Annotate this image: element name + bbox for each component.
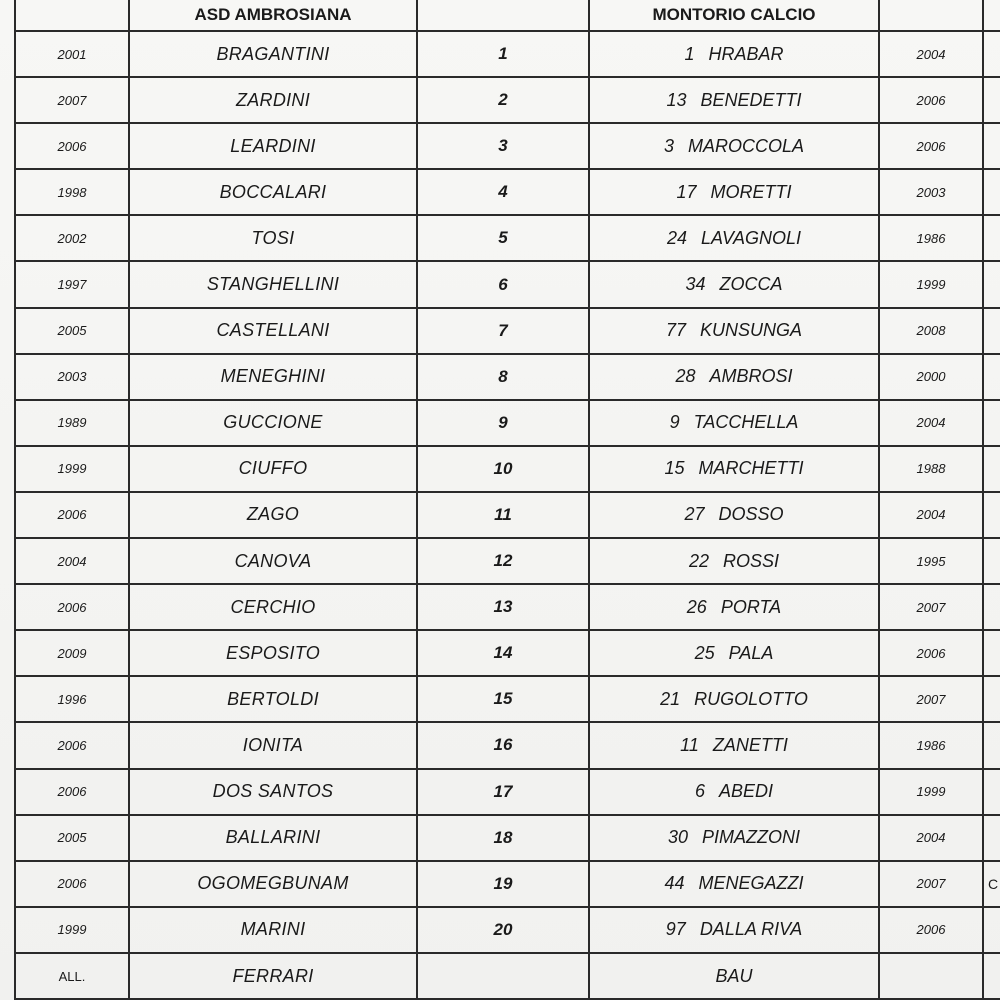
away-jersey-number: 26 bbox=[686, 596, 707, 617]
home-player-name: CASTELLANI bbox=[129, 308, 417, 354]
home-player-name: ZARDINI bbox=[129, 77, 417, 123]
away-coach-name: BAU bbox=[589, 953, 879, 999]
home-player-name: LEARDINI bbox=[129, 123, 417, 169]
away-player bbox=[589, 769, 879, 815]
edge-mark bbox=[983, 815, 1000, 861]
home-player-name: IONITA bbox=[129, 722, 417, 768]
away-jersey-number: 1 bbox=[684, 43, 695, 64]
home-team-title: ASD AMBROSIANA bbox=[129, 0, 417, 31]
home-birth-year: 2009 bbox=[15, 630, 129, 676]
player-row bbox=[15, 769, 1000, 815]
player-row bbox=[15, 308, 1000, 354]
edge-mark bbox=[983, 492, 1000, 538]
away-player-name: ABEDI bbox=[718, 781, 774, 802]
edge-mark bbox=[983, 676, 1000, 722]
away-player-name: MENEGAZZI bbox=[698, 873, 804, 894]
shirt-number: 1 bbox=[417, 31, 589, 77]
away-player bbox=[589, 400, 879, 446]
edge-mark bbox=[983, 169, 1000, 215]
home-player-name: ZAGO bbox=[129, 492, 417, 538]
home-player-name: CERCHIO bbox=[129, 584, 417, 630]
away-player bbox=[589, 169, 879, 215]
away-player bbox=[589, 308, 879, 354]
home-player-name: MENEGHINI bbox=[129, 354, 417, 400]
away-player-name: MORETTI bbox=[710, 181, 792, 202]
edge-mark bbox=[983, 584, 1000, 630]
header-row bbox=[15, 0, 1000, 31]
home-birth-year: 1996 bbox=[15, 676, 129, 722]
header-blank-center bbox=[417, 0, 589, 31]
away-jersey-number: 22 bbox=[688, 550, 709, 571]
away-birth-year: 2000 bbox=[879, 354, 983, 400]
shirt-number: 3 bbox=[417, 123, 589, 169]
home-birth-year: 2006 bbox=[15, 769, 129, 815]
away-jersey-number: 34 bbox=[685, 274, 706, 295]
home-birth-year: 1999 bbox=[15, 907, 129, 953]
shirt-number: 20 bbox=[417, 907, 589, 953]
away-player bbox=[589, 123, 879, 169]
away-player-name: MAROCCOLA bbox=[688, 135, 805, 156]
away-jersey-number: 30 bbox=[667, 827, 689, 848]
away-jersey-number: 15 bbox=[664, 458, 685, 479]
away-birth-year: 2007 bbox=[879, 584, 983, 630]
away-player-name: DALLA RIVA bbox=[699, 919, 803, 940]
away-player-name: ZANETTI bbox=[712, 734, 788, 755]
home-birth-year: 2006 bbox=[15, 722, 129, 768]
edge-mark bbox=[983, 907, 1000, 953]
away-player bbox=[589, 31, 879, 77]
away-birth-year: 1988 bbox=[879, 446, 983, 492]
away-player bbox=[589, 676, 879, 722]
home-birth-year: 2006 bbox=[15, 861, 129, 907]
home-birth-year: 1998 bbox=[15, 169, 129, 215]
player-row bbox=[15, 77, 1000, 123]
away-birth-year: 2004 bbox=[879, 815, 983, 861]
away-birth-year: 2004 bbox=[879, 400, 983, 446]
home-player-name: BRAGANTINI bbox=[129, 31, 417, 77]
edge-mark bbox=[983, 446, 1000, 492]
shirt-number: 17 bbox=[417, 769, 589, 815]
edge-mark bbox=[983, 215, 1000, 261]
away-player bbox=[589, 446, 879, 492]
player-row bbox=[15, 722, 1000, 768]
away-jersey-number: 17 bbox=[676, 181, 697, 202]
home-coach-name: FERRARI bbox=[129, 953, 417, 999]
away-player bbox=[589, 492, 879, 538]
home-birth-year: 2006 bbox=[15, 123, 129, 169]
coach-blank-right bbox=[879, 953, 983, 999]
away-birth-year: 1995 bbox=[879, 538, 983, 584]
away-birth-year: 1986 bbox=[879, 722, 983, 768]
player-row bbox=[15, 492, 1000, 538]
edge-mark: C bbox=[983, 861, 1000, 907]
shirt-number: 6 bbox=[417, 261, 589, 307]
away-player-name: MARCHETTI bbox=[698, 458, 804, 479]
away-player-name: RUGOLOTTO bbox=[694, 688, 808, 709]
home-player-name: CIUFFO bbox=[129, 446, 417, 492]
edge-mark bbox=[983, 769, 1000, 815]
away-birth-year: 2004 bbox=[879, 31, 983, 77]
home-player-name: TOSI bbox=[129, 215, 417, 261]
shirt-number: 12 bbox=[417, 538, 589, 584]
away-player bbox=[589, 354, 879, 400]
home-birth-year: 1989 bbox=[15, 400, 129, 446]
away-player bbox=[589, 630, 879, 676]
header-blank-left bbox=[15, 0, 129, 31]
shirt-number: 5 bbox=[417, 215, 589, 261]
shirt-number: 18 bbox=[417, 815, 589, 861]
shirt-number: 15 bbox=[417, 676, 589, 722]
shirt-number: 4 bbox=[417, 169, 589, 215]
away-player bbox=[589, 722, 879, 768]
coach-row bbox=[15, 953, 1000, 999]
player-row bbox=[15, 907, 1000, 953]
away-jersey-number: 9 bbox=[669, 412, 680, 433]
edge-mark bbox=[983, 722, 1000, 768]
player-row bbox=[15, 215, 1000, 261]
away-birth-year: 2008 bbox=[879, 308, 983, 354]
away-birth-year: 2006 bbox=[879, 907, 983, 953]
coach-blank-center bbox=[417, 953, 589, 999]
player-row bbox=[15, 584, 1000, 630]
away-player-name: ZOCCA bbox=[719, 274, 783, 295]
away-jersey-number: 6 bbox=[694, 781, 705, 802]
home-birth-year: 2007 bbox=[15, 77, 129, 123]
away-player-name: PIMAZZONI bbox=[702, 827, 801, 848]
away-jersey-number: 11 bbox=[680, 734, 699, 755]
away-player-name: BENEDETTI bbox=[700, 89, 802, 110]
home-player-name: BERTOLDI bbox=[129, 676, 417, 722]
player-row bbox=[15, 169, 1000, 215]
shirt-number: 13 bbox=[417, 584, 589, 630]
edge-mark bbox=[983, 308, 1000, 354]
away-birth-year: 1999 bbox=[879, 261, 983, 307]
home-player-name: BOCCALARI bbox=[129, 169, 417, 215]
player-rows bbox=[15, 31, 1000, 953]
away-player bbox=[589, 261, 879, 307]
away-player bbox=[589, 584, 879, 630]
away-player-name: ROSSI bbox=[723, 550, 780, 571]
player-row bbox=[15, 354, 1000, 400]
shirt-number: 10 bbox=[417, 446, 589, 492]
header-blank-right bbox=[879, 0, 983, 31]
away-player bbox=[589, 538, 879, 584]
away-player bbox=[589, 861, 879, 907]
header-edge bbox=[983, 0, 1000, 31]
away-birth-year: 1986 bbox=[879, 215, 983, 261]
coach-label: ALL. bbox=[15, 953, 129, 999]
away-player-name: PORTA bbox=[720, 596, 782, 617]
home-birth-year: 1997 bbox=[15, 261, 129, 307]
home-birth-year: 2004 bbox=[15, 538, 129, 584]
away-jersey-number: 77 bbox=[665, 320, 686, 341]
home-player-name: DOS SANTOS bbox=[129, 769, 417, 815]
home-birth-year: 2006 bbox=[15, 584, 129, 630]
lineup-table bbox=[14, 0, 1000, 1000]
away-jersey-number: 28 bbox=[675, 366, 696, 387]
away-player bbox=[589, 907, 879, 953]
away-birth-year: 2006 bbox=[879, 77, 983, 123]
away-player-name: LAVAGNOLI bbox=[700, 227, 802, 248]
away-birth-year: 2007 bbox=[879, 861, 983, 907]
away-jersey-number: 44 bbox=[664, 873, 685, 894]
player-row bbox=[15, 538, 1000, 584]
home-birth-year: 2003 bbox=[15, 354, 129, 400]
home-birth-year: 2005 bbox=[15, 308, 129, 354]
home-player-name: CANOVA bbox=[129, 538, 417, 584]
player-row bbox=[15, 31, 1000, 77]
player-row bbox=[15, 261, 1000, 307]
edge-mark bbox=[983, 31, 1000, 77]
home-player-name: MARINI bbox=[129, 907, 417, 953]
away-player-name: PALA bbox=[728, 642, 774, 663]
away-player-name: DOSSO bbox=[718, 504, 784, 525]
away-jersey-number: 27 bbox=[684, 504, 705, 525]
away-birth-year: 1999 bbox=[879, 769, 983, 815]
player-row bbox=[15, 400, 1000, 446]
player-row bbox=[15, 676, 1000, 722]
away-player bbox=[589, 77, 879, 123]
home-birth-year: 1999 bbox=[15, 446, 129, 492]
away-player-name: TACCHELLA bbox=[693, 412, 799, 433]
shirt-number: 7 bbox=[417, 308, 589, 354]
player-row bbox=[15, 630, 1000, 676]
player-row bbox=[15, 123, 1000, 169]
player-row bbox=[15, 815, 1000, 861]
away-player bbox=[589, 215, 879, 261]
away-jersey-number: 13 bbox=[666, 89, 687, 110]
edge-mark bbox=[983, 123, 1000, 169]
shirt-number: 11 bbox=[417, 492, 589, 538]
shirt-number: 2 bbox=[417, 77, 589, 123]
away-player bbox=[589, 815, 879, 861]
away-birth-year: 2007 bbox=[879, 676, 983, 722]
edge-mark bbox=[983, 77, 1000, 123]
away-jersey-number: 21 bbox=[660, 688, 681, 709]
away-player-name: AMBROSI bbox=[709, 366, 793, 387]
edge-mark bbox=[983, 538, 1000, 584]
home-player-name: ESPOSITO bbox=[129, 630, 417, 676]
away-birth-year: 2006 bbox=[879, 123, 983, 169]
edge-mark bbox=[983, 261, 1000, 307]
home-player-name: BALLARINI bbox=[129, 815, 417, 861]
shirt-number: 14 bbox=[417, 630, 589, 676]
edge-mark bbox=[983, 354, 1000, 400]
shirt-number: 8 bbox=[417, 354, 589, 400]
home-player-name: OGOMEGBUNAM bbox=[129, 861, 417, 907]
away-birth-year: 2003 bbox=[879, 169, 983, 215]
edge-mark bbox=[983, 630, 1000, 676]
away-jersey-number: 24 bbox=[666, 227, 687, 248]
edge-mark bbox=[983, 400, 1000, 446]
away-jersey-number: 25 bbox=[694, 642, 715, 663]
shirt-number: 9 bbox=[417, 400, 589, 446]
home-birth-year: 2001 bbox=[15, 31, 129, 77]
home-birth-year: 2005 bbox=[15, 815, 129, 861]
coach-edge bbox=[983, 953, 1000, 999]
shirt-number: 19 bbox=[417, 861, 589, 907]
home-player-name: GUCCIONE bbox=[129, 400, 417, 446]
player-row bbox=[15, 861, 1000, 907]
shirt-number: 16 bbox=[417, 722, 589, 768]
away-jersey-number: 97 bbox=[665, 919, 686, 940]
away-team-title: MONTORIO CALCIO bbox=[589, 0, 879, 31]
home-birth-year: 2002 bbox=[15, 215, 129, 261]
away-birth-year: 2004 bbox=[879, 492, 983, 538]
away-birth-year: 2006 bbox=[879, 630, 983, 676]
away-player-name: HRABAR bbox=[708, 43, 784, 64]
away-player-name: KUNSUNGA bbox=[700, 320, 803, 341]
away-jersey-number: 3 bbox=[663, 135, 674, 156]
player-row bbox=[15, 446, 1000, 492]
home-player-name: STANGHELLINI bbox=[129, 261, 417, 307]
home-birth-year: 2006 bbox=[15, 492, 129, 538]
